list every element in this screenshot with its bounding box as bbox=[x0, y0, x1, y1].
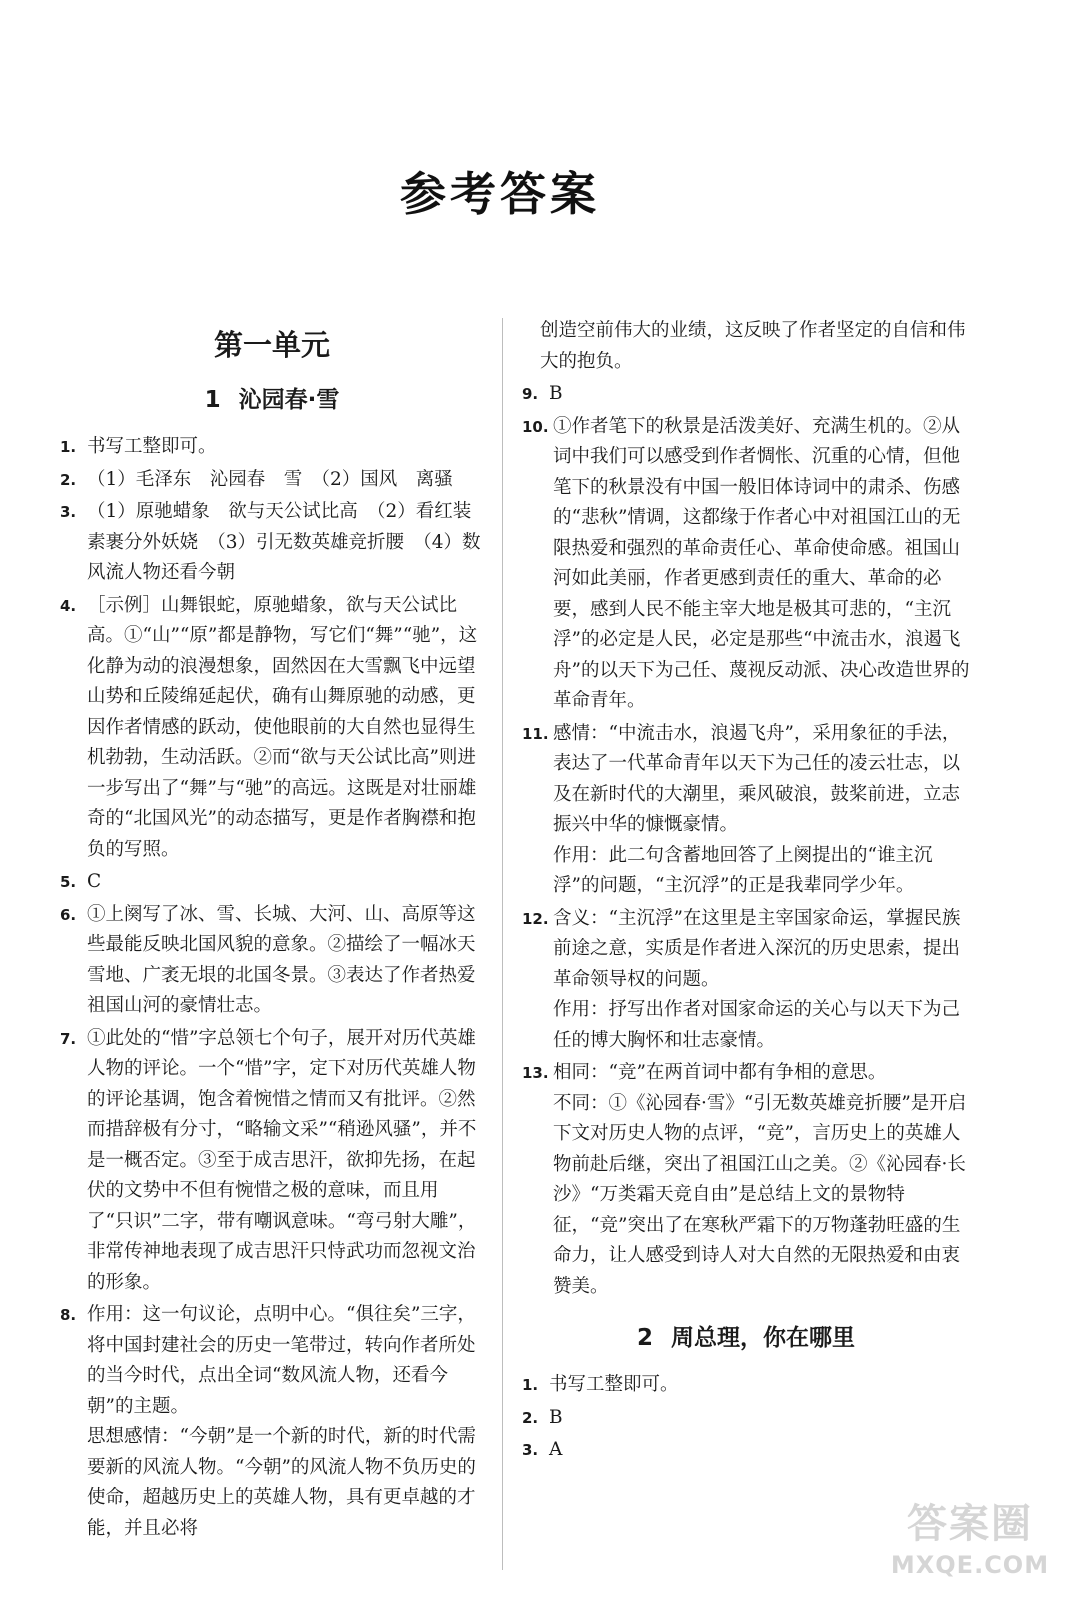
answer-text: 相同：“竞”在两首词中都有争相的意思。 bbox=[553, 1062, 887, 1083]
answer-item bbox=[522, 1403, 970, 1434]
answer-text: 创造空前伟大的业绩，这反映了作者坚定的自信和伟大的抱负。 bbox=[540, 320, 966, 372]
answer-item bbox=[60, 1300, 484, 1544]
watermark-logo-text: 答案圈 bbox=[907, 1501, 1033, 1547]
watermark bbox=[880, 1500, 1060, 1596]
answer-number: 13. bbox=[522, 1064, 549, 1082]
lesson-title bbox=[522, 1316, 970, 1360]
answer-item bbox=[522, 719, 970, 902]
page-title: 参考答案 bbox=[400, 167, 600, 221]
answer-number: 12. bbox=[522, 909, 549, 928]
answer-item bbox=[522, 904, 970, 1057]
answer-text: 思想感情：“今朝”是一个新的时代，新的时代需要新的风流人物。“今朝”的风流人物不负历史的使命，超越历史上的英雄人物，具有更卓越的才能，并且必将 bbox=[87, 1426, 476, 1539]
answer-text: （1）毛泽东 沁园春 雪 （2）国风 离骚 bbox=[87, 468, 453, 490]
answer-item bbox=[522, 379, 970, 410]
answer-number: 7. bbox=[60, 1029, 77, 1048]
watermark-url: MXQE.COM bbox=[890, 1551, 1050, 1579]
answer-text: B bbox=[549, 1406, 563, 1428]
answer-item bbox=[522, 1435, 970, 1466]
answer-item bbox=[60, 432, 484, 463]
column-divider bbox=[502, 318, 503, 1570]
answer-text: ①作者笔下的秋景是活泼美好、充满生机的。②从词中我们可以感受到作者惆怅、沉重的心情，但他笔下的秋景没有中国一般旧体诗词中的肃杀、伤感的“悲秋”情调，这都缘于作者心中对祖国江山的无限热爱和强烈的革命责任心、革命使命感。祖国山河如此美丽，作者更感到责任的重大、革命的必要，感到人民不能主宰大地是极其可悲的，“主沉浮”的必定是人民，必定是那些“中流击水，浪遏飞舟”的以天下为己任、蔑视反动派、决心改造世界的革命青年。 bbox=[553, 415, 970, 711]
answer-number: 11. bbox=[522, 724, 549, 743]
lesson-number: 2 bbox=[636, 1325, 653, 1351]
answer-number: 2. bbox=[522, 1408, 539, 1427]
lesson-number: 1 bbox=[204, 387, 221, 413]
answer-text: 书写工整即可。 bbox=[87, 436, 217, 457]
answer-text: C bbox=[87, 871, 102, 892]
answer-number: 3. bbox=[522, 1441, 539, 1459]
answer-text: 含义：“主沉浮”在这里是主宰国家命运，掌握民族前途之意，实质是作者进入深沉的历史思索，提出革命领导权的问题。 bbox=[553, 907, 961, 990]
answer-item bbox=[60, 591, 484, 866]
answer-item bbox=[60, 867, 484, 898]
answer-item bbox=[60, 465, 484, 496]
answer-number: 8. bbox=[60, 1306, 77, 1324]
answer-number: 4. bbox=[60, 596, 77, 615]
right-column bbox=[522, 316, 970, 1468]
answer-text: （1）原驰蜡象 欲与天公试比高 （2）看红装素裹分外妖娆 （3）引无数英雄竞折腰 （4）数风流人物还看今朝 bbox=[87, 501, 481, 583]
answer-text: 作用：抒写出作者对国家命运的关心与以天下为己任的博大胸怀和壮志豪情。 bbox=[553, 999, 961, 1051]
answer-text: 书写工整即可。 bbox=[549, 1374, 679, 1395]
answer-text: ①此处的“惜”字总领七个句子，展开对历代英雄人物的评论。一个“惜”字，定下对历代英雄人物的评论基调，饱含着惋惜之情而又有批评。②然而措辞极有分寸，“略输文采”“稍逊风骚”，并不是一概否定。③至于成吉思汗，欲抑先扬，在起伏的文势中不但有惋惜之极的意味，而且用了“只识”二字，带有嘲讽意味。“弯弓射大雕”，非常传神地表现了成吉思汗只恃武功而忽视文治的形象。 bbox=[87, 1027, 477, 1293]
answer-number: 1. bbox=[522, 1376, 539, 1394]
answer-number: 1. bbox=[60, 438, 77, 456]
answer-item bbox=[60, 1024, 484, 1299]
lesson-title bbox=[60, 378, 484, 422]
lesson-name: 沁园春·雪 bbox=[238, 387, 340, 413]
answer-text: ［示例］山舞银蛇，原驰蜡象，欲与天公试比高。①“山”“原”都是静物，写它们“舞”“驰”，这化静为动的浪漫想象，固然因在大雪飘飞中远望山势和丘陵绵延起伏，确有山舞原驰的动感，更因作者情感的跃动，使他眼前的大自然也显得生机勃勃，生动活跃。②而“欲与天公试比高”则进一步写出了“舞”与“驰”的高远。这既是对壮丽雄奇的“北国风光”的动态描写，更是作者胸襟和抱负的写照。 bbox=[87, 594, 478, 860]
answer-number: 3. bbox=[60, 503, 77, 521]
answer-item bbox=[60, 900, 484, 1022]
continued-text bbox=[522, 316, 970, 377]
answer-text: 感情：“中流击水，浪遏飞舟”，采用象征的手法，表达了一代革命青年以天下为己任的凌云壮志，以及在新时代的大潮里，乘风破浪，鼓桨前进，立志振兴中华的慷慨豪情。 bbox=[553, 722, 961, 835]
left-column bbox=[60, 316, 484, 1546]
answer-text: ①上阕写了冰、雪、长城、大河、山、高原等这些最能反映北国风貌的意象。②描绘了一幅冰天雪地、广袤无垠的北国冬景。③表达了作者热爱祖国山河的豪情壮志。 bbox=[87, 903, 476, 1016]
answer-text: A bbox=[549, 1439, 563, 1460]
unit-title: 第一单元 bbox=[213, 328, 330, 362]
answer-item bbox=[60, 497, 484, 589]
answer-number: 2. bbox=[60, 470, 77, 489]
answer-item bbox=[522, 1058, 970, 1302]
answer-text: B bbox=[549, 383, 563, 404]
lesson-name: 周总理，你在哪里 bbox=[671, 1325, 855, 1351]
answer-number: 6. bbox=[60, 905, 77, 924]
answer-text: 作用：这一句议论，点明中心。“俱往矣”三字，将中国封建社会的历史一笔带过，转向作者所处的当今时代，点出全词“数风流人物，还看今朝”的主题。 bbox=[87, 1304, 476, 1417]
answer-number: 5. bbox=[60, 873, 77, 891]
answer-item bbox=[522, 412, 970, 717]
answer-item bbox=[522, 1370, 970, 1401]
answer-number: 9. bbox=[522, 385, 539, 403]
answer-text: 不同：①《沁园春·雪》“引无数英雄竞折腰”是开启下文对历史人物的点评，“竞”，言历史上的英雄人物前赴后继，突出了祖国江山之美。②《沁园春·长沙》“万类霜天竞自由”是总结上文的景物特征，“竞”突出了在寒秋严霜下的万物蓬勃旺盛的生命力，让人感受到诗人对大自然的无限热爱和由衷赞美。 bbox=[553, 1092, 967, 1297]
answer-number: 10. bbox=[522, 417, 549, 436]
answer-text: 作用：此二句含蓄地回答了上阕提出的“谁主沉浮”的问题，“主沉浮”的正是我辈同学少年。 bbox=[553, 844, 933, 896]
